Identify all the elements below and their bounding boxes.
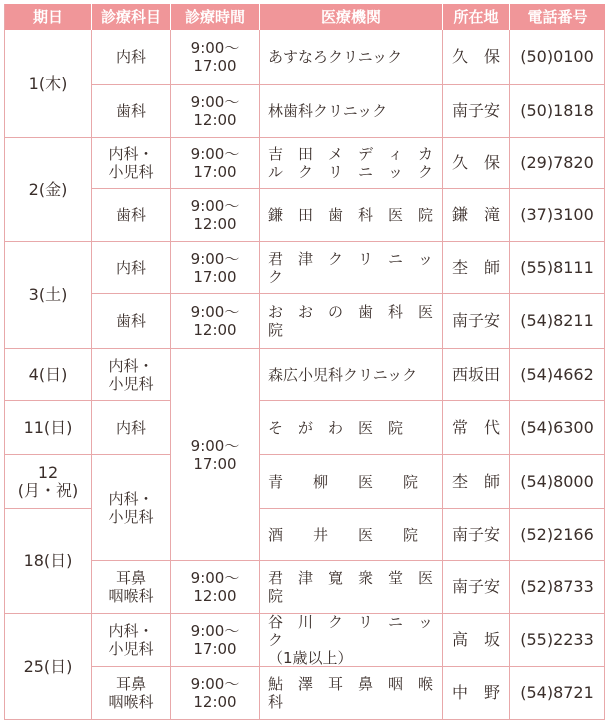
time-cell: 9:00～ 17:00	[171, 242, 260, 294]
institution-name: 酒 井 医 院	[268, 525, 419, 544]
header-time: 診療時間	[171, 4, 260, 30]
institution-cell	[260, 455, 443, 509]
time-cell: 9:00～ 17:00	[171, 138, 260, 189]
subject-cell: 歯科	[92, 189, 171, 242]
institution-cell	[260, 85, 443, 138]
institution-name: お お の 歯 科 医 院	[268, 303, 449, 339]
location-cell: 久 保	[443, 30, 510, 85]
institution-cell	[260, 138, 443, 189]
institution-name: 青 柳 医 院	[268, 472, 419, 491]
institution-name: 吉 田 メ デ ィ カ ル ク リ ニ ッ ク	[268, 145, 434, 181]
phone-cell: (54)8211	[510, 294, 605, 349]
phone-cell: (50)1818	[510, 85, 605, 138]
date-cell: 12 (月・祝)	[4, 455, 92, 509]
institution-name: 谷 川 ク リ ニ ッ ク （1歳以上）	[268, 613, 434, 667]
date-cell: 1(木)	[4, 30, 92, 138]
subject-cell: 内科・ 小児科	[92, 138, 171, 189]
time-cell: 9:00～ 17:00	[171, 349, 260, 561]
time-cell: 9:00～ 12:00	[171, 561, 260, 614]
location-cell: 杢 師	[443, 455, 510, 509]
location-cell: 南子安	[443, 294, 510, 349]
institution-cell	[260, 30, 443, 85]
location-cell: 南子安	[443, 561, 510, 614]
subject-cell: 内科・ 小児科	[92, 614, 171, 667]
date-cell: 3(土)	[4, 242, 92, 349]
phone-cell: (29)7820	[510, 138, 605, 189]
subject-cell: 内科	[92, 401, 171, 455]
institution-cell	[260, 614, 443, 667]
institution-name: 鎌 田 歯 科 医 院	[268, 206, 434, 224]
location-cell: 久 保	[443, 138, 510, 189]
phone-cell: (37)3100	[510, 189, 605, 242]
location-cell: 杢 師	[443, 242, 510, 294]
date-cell: 2(金)	[4, 138, 92, 242]
date-cell: 18(日)	[4, 509, 92, 614]
time-cell: 9:00～ 12:00	[171, 85, 260, 138]
date-cell: 11(日)	[4, 401, 92, 455]
subject-cell: 内科・ 小児科	[92, 349, 171, 401]
date-cell: 25(日)	[4, 614, 92, 720]
institution-cell	[260, 189, 443, 242]
time-cell: 9:00～ 12:00	[171, 189, 260, 242]
header-location: 所在地	[443, 4, 510, 30]
time-cell: 9:00～ 12:00	[171, 667, 260, 720]
time-cell: 9:00～ 17:00	[171, 30, 260, 85]
subject-cell: 耳鼻 咽喉科	[92, 667, 171, 720]
header-date: 期日	[4, 4, 92, 30]
institution-cell	[260, 294, 449, 349]
subject-cell: 内科	[92, 242, 171, 294]
institution-name: 君 津 寛 衆 堂 医 院	[268, 569, 449, 605]
institution-name: 鮎 澤 耳 鼻 咽 喉 科	[268, 675, 449, 711]
location-cell: 常 代	[443, 401, 510, 455]
header-phone: 電話番号	[510, 4, 605, 30]
phone-cell: (54)6300	[510, 401, 605, 455]
location-cell: 高 坂	[443, 614, 510, 667]
location-cell: 鎌 滝	[443, 189, 510, 242]
location-cell: 南子安	[443, 85, 510, 138]
institution-cell	[260, 349, 443, 401]
date-cell: 4(日)	[4, 349, 92, 401]
subject-cell: 歯科	[92, 294, 171, 349]
institution-cell	[260, 509, 443, 561]
institution-cell	[260, 401, 443, 455]
phone-cell: (50)0100	[510, 30, 605, 85]
institution-cell	[260, 667, 449, 720]
phone-cell: (54)8721	[510, 667, 605, 720]
phone-cell: (52)8733	[510, 561, 605, 614]
institution-name: あすなろクリニック	[268, 48, 403, 66]
location-cell: 南子安	[443, 509, 510, 561]
institution-name: 森広小児科クリニック	[268, 365, 418, 384]
header-institution: 医療機関	[260, 4, 443, 30]
subject-cell: 耳鼻 咽喉科	[92, 561, 171, 614]
institution-name: そ が わ 医 院	[268, 418, 404, 437]
phone-cell: (54)8000	[510, 455, 605, 509]
location-cell: 中 野	[443, 667, 510, 720]
subject-cell: 歯科	[92, 85, 171, 138]
phone-cell: (55)8111	[510, 242, 605, 294]
phone-cell: (54)4662	[510, 349, 605, 401]
time-cell: 9:00～ 12:00	[171, 294, 260, 349]
phone-cell: (52)2166	[510, 509, 605, 561]
phone-cell: (55)2233	[510, 614, 605, 667]
subject-cell: 内科	[92, 30, 171, 85]
header-subject: 診療科目	[92, 4, 171, 30]
institution-cell	[260, 561, 449, 614]
institution-name: 林歯科クリニック	[268, 102, 388, 120]
time-cell: 9:00～ 17:00	[171, 614, 260, 667]
subject-cell: 内科・ 小児科	[92, 455, 171, 561]
location-cell: 西坂田	[443, 349, 510, 401]
institution-cell	[260, 242, 449, 294]
institution-name: 君 津 ク リ ニ ッ ク	[268, 249, 449, 286]
